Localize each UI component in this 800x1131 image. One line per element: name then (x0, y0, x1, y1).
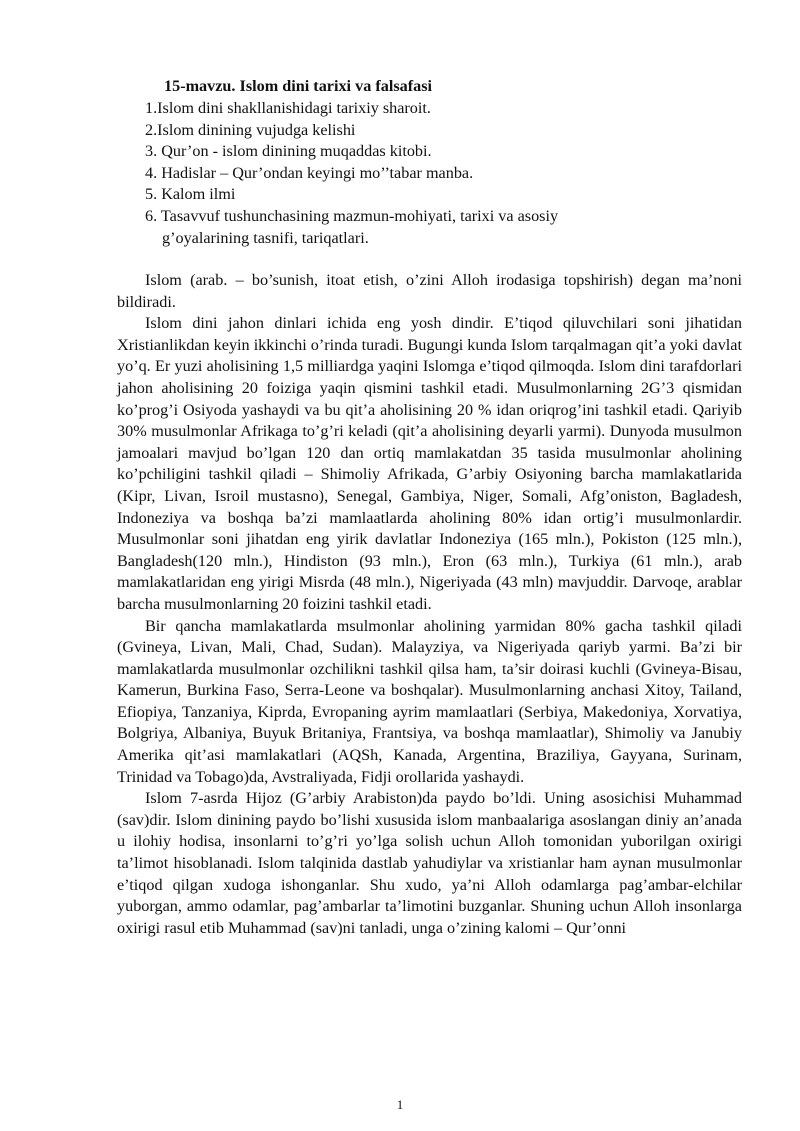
outline-item: 3. Qur’on - islom dinining muqaddas kitobi. (145, 142, 432, 161)
outline-item: 4. Hadislar – Qur’ondan keyingi mo’’tabar manba. (145, 163, 474, 182)
document-title: 15-mavzu. Islom dini tarixi va falsafasi (164, 77, 432, 95)
outline-item-continuation: g’oyalarining tasnifi, tariqatlari. (162, 228, 369, 247)
outline-item: 5. Kalom ilmi (145, 185, 236, 204)
outline-item: 2.Islom dinining vujudga kelishi (145, 120, 356, 139)
outline-item: 6. Tasavvuf tushunchasining mazmun-mohiyati, tarixi va asosiy (145, 206, 559, 225)
outline-item: 1.Islom dini shakllanishidagi tarixiy sharoit. (145, 99, 431, 117)
paragraph: Islom (arab. – bo’sunish, itoat etish, o’zini Alloh irodasiga topshirish) degan ma’noni bildiradi. (117, 271, 742, 311)
body-text (117, 270, 742, 939)
page-number: 1 (396, 1097, 404, 1112)
paragraph: Islom 7-asrda Hijoz (G’arbiy Arabiston)da paydo bo’ldi. Uning asosichisi Muhammad (sav)dir. Islom dinining paydo bo’lishi xususida islom manbaalariga asoslangan diniy an’anada u ilohiy hodisa, insonlarni to’g’ri yo’lga solish uchun Alloh tomonidan yuborilgan oxirigi ta’limot hisoblanadi. Islom talqinida dastlab yahudiylar va xristianlar ham aynan musulmonlar e’tiqod qilgan xudoga ishonganlar. Shu xudo, ya’ni Alloh odamlarga pag’ambar-elchilar yuborgan, ammo odamlar, pag’ambarlar ta’limotini buzganlar. Shuning uchun Alloh insonlarga oxirigi rasul etib Muhammad (sav)ni tanladi, unga o’zining kalomi – Qur’onni (117, 789, 742, 937)
paragraph: Bir qancha mamlakatlarda msulmonlar aholining yarmidan 80% gacha tashkil qiladi (Gvineya, Livan, Mali, Chad, Sudan). Malayziya, va Nigeriyada qariyb yarmi. Ba’zi bir mamlakatlarda musulmonlar ozchilikni tashkil qilsa ham, ta’sir doirasi kuchli (Gvineya-Bisau, Kamerun, Burkina Faso, Serra-Leone va boshqalar). Musulmonlarning anchasi Xitoy, Tailand, Efiopiya, Tanzaniya, Kiprda, Evropaning ayrim mamlaatlari (Serbiya, Makedoniya, Xorvatiya, Bolgriya, Albaniya, Buyuk Britaniya, Frantsiya, va boshqa mamlaatlar), Shimoliy va Janubiy Amerika qit’asi mamlakatlari (AQSh, Kanada, Argentina, Braziliya, Gayyana, Surinam, Trinidad va Tobago)da, Avstraliyada, Fidji orollarida yashaydi. (117, 616, 742, 786)
topic-outline (145, 98, 558, 249)
paragraph: Islom dini jahon dinlari ichida eng yosh dindir. E’tiqod qiluvchilari soni jihatidan Xristianlikdan keyin ikkinchi o’rinda turadi. Bugungi kunda Islom tarqalmagan qit’a yoki davlat yo’q. Er yuzi aholisining 1,5 milliardga yaqini Islomga e’tiqod qilmoqda. Islom dini tarafdorlari jahon aholisining 20 foiziga yaqin qismini tashkil etadi. Musulmonlarning 2G’3 qismidan ko’prog’i Osiyoda yashaydi va bu qit’a aholisining 20 % idan oriqrog’ini tashkil etadi. Qariyib 30% musulmonlar Afrikaga to’g’ri keladi (qit’a aholisining deyarli yarmi). Dunyoda musulmon jamoalari mavjud bo’lgan 120 dan ortiq mamlakatdan 35 tasida musulmonlar aholining ko’pchiligini tashkil qiladi – Shimoliy Afrikada, G’arbiy Osiyoning barcha mamlakatlarida (Kipr, Livan, Isroil mustasno), Senegal, Gambiya, Niger, Somali, Afg’oniston, Bagladesh, Indoneziya va boshqa ba’zi mamlaatlarda aholining 80% idan ortig’i musulmonlardir. Musulmonlar soni jihatdan eng yirik davlatlar Indoneziya (165 mln.), Pokiston (125 mln.), Bangladesh(120 mln.), Hindiston (93 mln.), Eron (63 mln.), Turkiya (61 mln.), arab mamlakatlaridan eng yirigi Misrda (48 mln.), Nigeriyada (43 mln) mavjuddir. Darvoqe, arablar barcha musulmonlarning 20 foizini tashkil etadi. (117, 314, 742, 613)
